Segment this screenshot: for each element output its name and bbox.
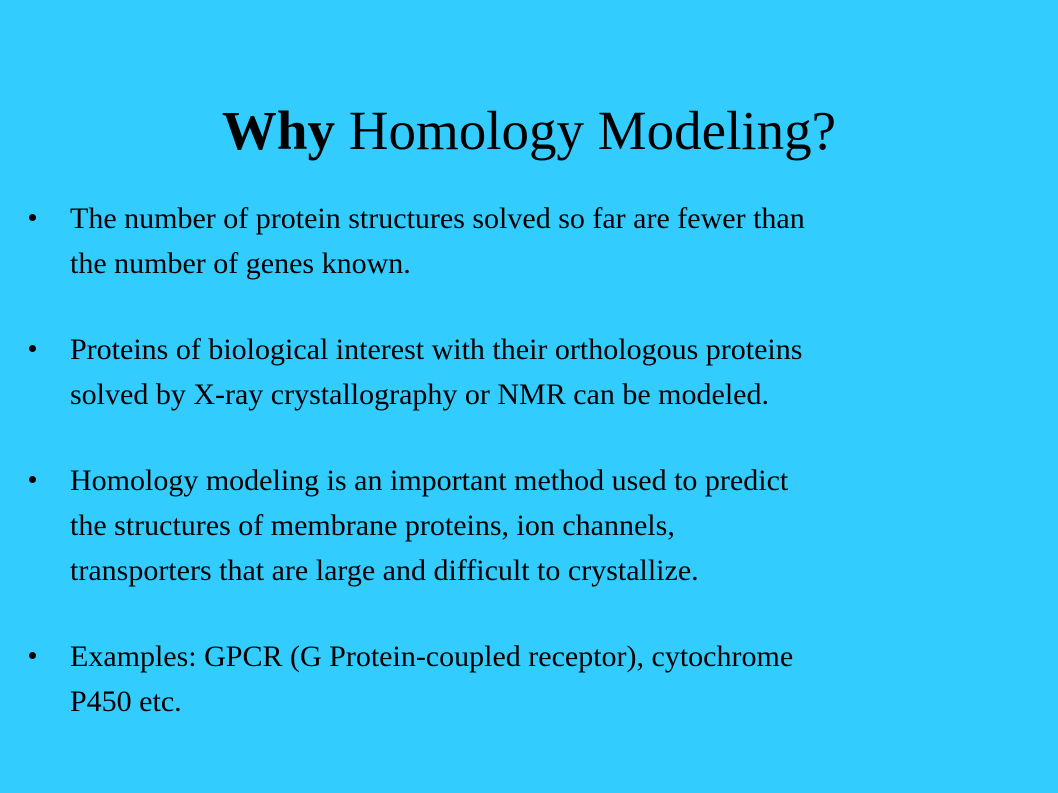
bullet-dot-icon — [29, 214, 36, 221]
bullet-line: transporters that are large and difficult to crystallize. — [70, 554, 699, 587]
bullet-item — [26, 327, 966, 417]
bullet-list — [26, 196, 966, 724]
slide-title-emphasis: Why — [221, 100, 335, 161]
slide-title-rest: Homology Modeling? — [348, 100, 837, 161]
bullet-dot-icon — [29, 345, 36, 352]
bullet-line: Homology modeling is an important method used to predict — [70, 464, 789, 497]
bullet-item — [26, 458, 966, 593]
bullet-line: P450 etc. — [70, 685, 182, 718]
bullet-dot-icon — [29, 652, 36, 659]
bullet-line: Proteins of biological interest with their orthologous proteins — [70, 333, 803, 366]
slide-title — [0, 98, 1058, 164]
bullet-line: The number of protein structures solved so far are fewer than — [70, 202, 805, 235]
bullet-item — [26, 634, 966, 724]
bullet-line: the number of genes known. — [70, 247, 411, 280]
bullet-dot-icon — [29, 476, 36, 483]
bullet-line: the structures of membrane proteins, ion channels, — [70, 509, 675, 542]
bullet-line: Examples: GPCR (G Protein-coupled receptor), cytochrome — [70, 640, 794, 673]
bullet-item — [26, 196, 966, 286]
bullet-line: solved by X-ray crystallography or NMR can be modeled. — [70, 378, 769, 411]
